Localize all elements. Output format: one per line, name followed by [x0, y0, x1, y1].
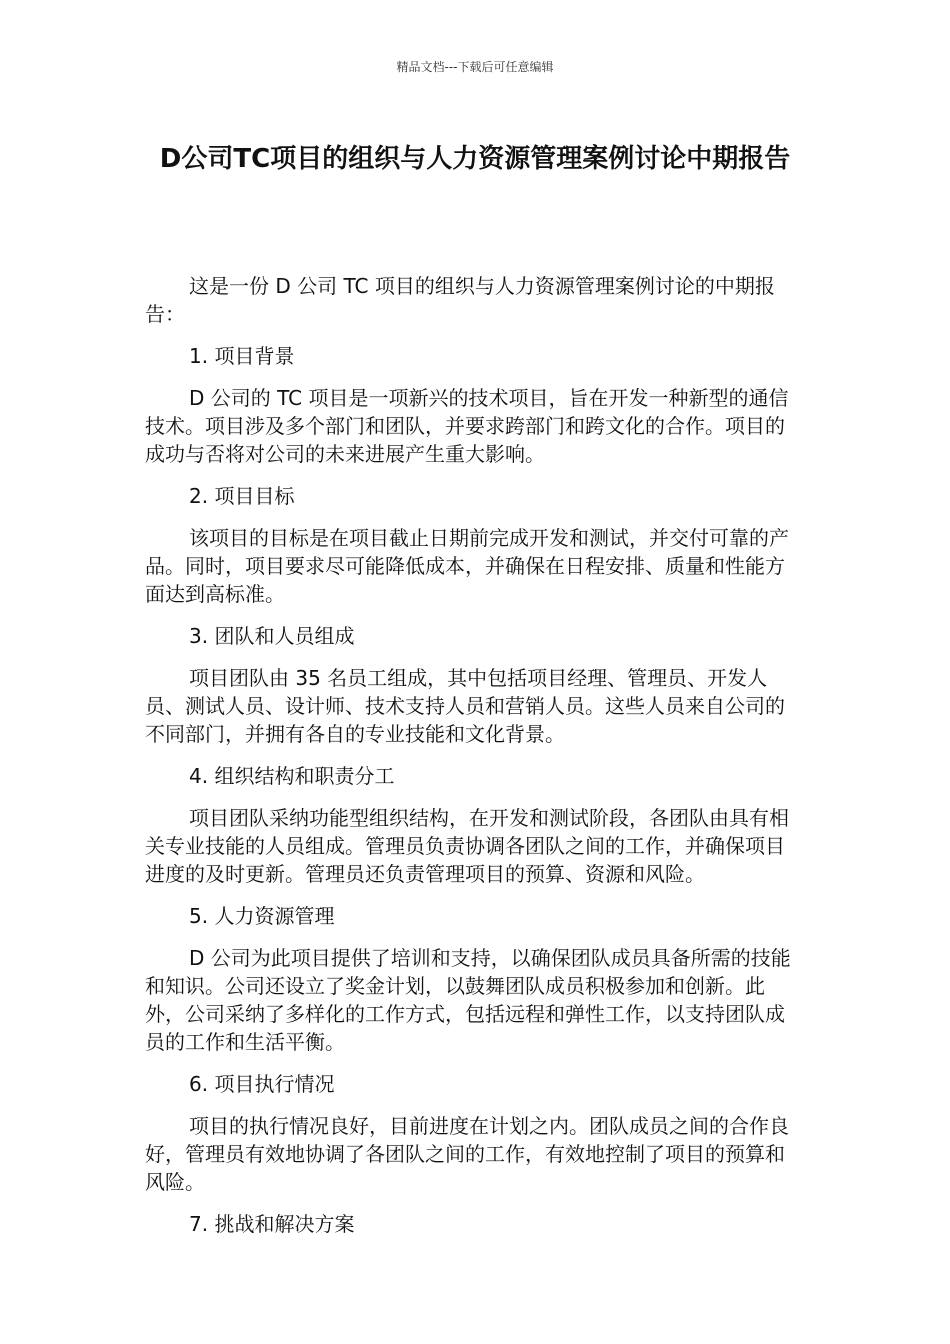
document-title: D公司TC项目的组织与人力资源管理案例讨论中期报告 — [159, 144, 791, 174]
header-note: 精品文档---下载后可任意编辑 — [396, 60, 554, 74]
paragraph-structure: 项目团队采纳功能型组织结构，在开发和测试阶段，各团队由具有相关专业技能的人员组成。管理员负责协调各团队之间的工作，并确保项目进度的及时更新。管理员还负责管理项目的预算、资源和风险。 — [145, 806, 789, 886]
intro-paragraph: 这是一份 D 公司 TC 项目的组织与人力资源管理案例讨论的中期报告： — [145, 274, 775, 326]
paragraph-goals: 该项目的目标是在项目截止日期前完成开发和测试，并交付可靠的产品。同时，项目要求尽可能降低成本，并确保在日程安排、质量和性能方面达到高标准。 — [145, 526, 789, 606]
paragraph-hr: D 公司为此项目提供了培训和支持，以确保团队成员具备所需的技能和知识。公司还设立了奖金计划，以鼓舞团队成员积极参加和创新。此外，公司采纳了多样化的工作方式，包括远程和弹性工作，以支持团队成员的工作和生活平衡。 — [145, 946, 791, 1054]
document-body — [145, 272, 795, 1252]
section-heading-hr: 5. 人力资源管理 — [189, 904, 335, 928]
section-heading-structure: 4. 组织结构和职责分工 — [189, 764, 395, 788]
section-heading-background: 1. 项目背景 — [189, 344, 295, 368]
section-heading-goals: 2. 项目目标 — [189, 484, 295, 508]
section-heading-challenges: 7. 挑战和解决方案 — [189, 1212, 355, 1236]
section-heading-execution: 6. 项目执行情况 — [189, 1072, 335, 1096]
section-heading-team: 3. 团队和人员组成 — [189, 624, 355, 648]
paragraph-team: 项目团队由 35 名员工组成，其中包括项目经理、管理员、开发人员、测试人员、设计师、技术支持人员和营销人员。这些人员来自公司的不同部门，并拥有各自的专业技能和文化背景。 — [145, 666, 785, 746]
paragraph-background: D 公司的 TC 项目是一项新兴的技术项目，旨在开发一种新型的通信技术。项目涉及多个部门和团队，并要求跨部门和跨文化的合作。项目的成功与否将对公司的未来进展产生重大影响。 — [145, 386, 789, 466]
paragraph-execution: 项目的执行情况良好，目前进度在计划之内。团队成员之间的合作良好，管理员有效地协调了各团队之间的工作，有效地控制了项目的预算和风险。 — [145, 1114, 789, 1194]
